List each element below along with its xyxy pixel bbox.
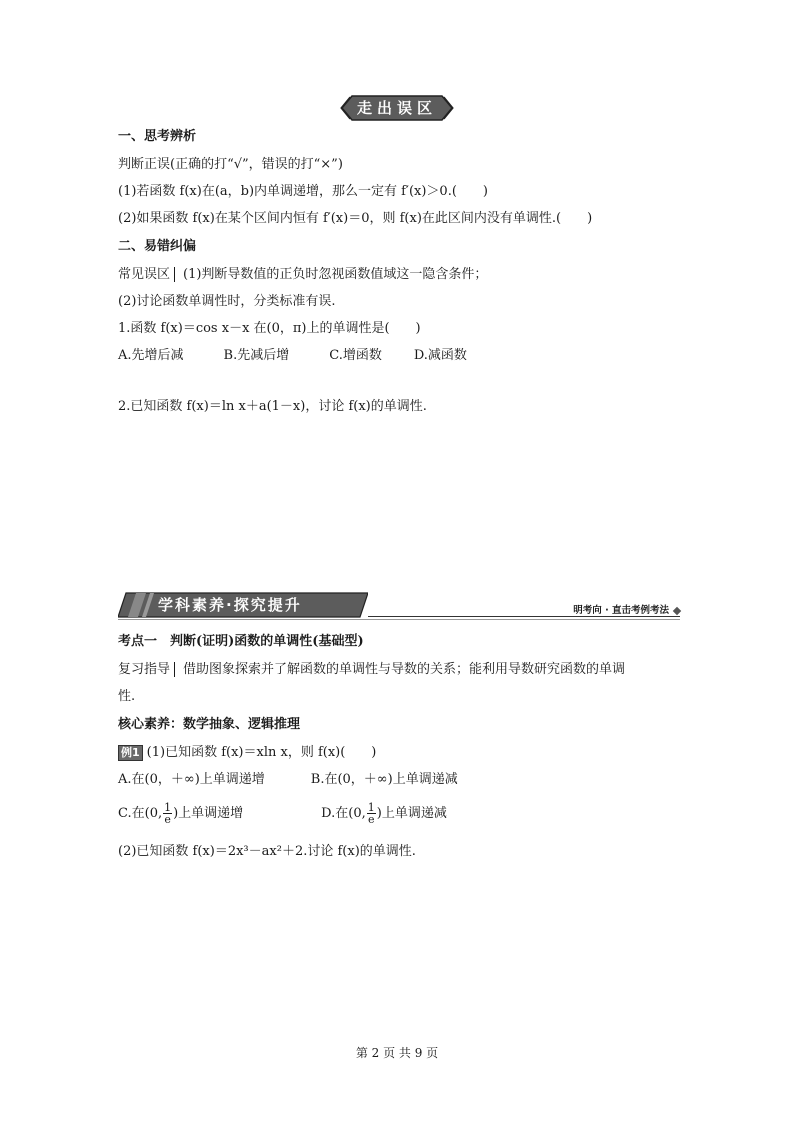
banner-aside xyxy=(573,602,680,616)
option-b: B.在(0，＋∞)上单调递减 xyxy=(310,772,458,787)
core-literacy: 核心素养：数学抽象、逻辑推理 xyxy=(118,717,301,732)
example-1-text: (1)已知函数 f(x)＝xln x，则 f(x)( ) xyxy=(146,745,377,760)
banner-title: 走出误区 xyxy=(356,99,437,117)
banner-title: 学科素养·探究提升 xyxy=(158,596,302,614)
option-c: C.增函数 xyxy=(329,348,382,363)
question-1: (1)若函数 f(x)在(a，b)内单调递增，那么一定有 f′(x)＞0.( ) xyxy=(118,184,488,199)
diamond-icon xyxy=(673,606,681,614)
note-label: 常见误区 xyxy=(118,267,171,282)
topic-heading: 考点一 判断(证明)函数的单调性(基础型) xyxy=(118,634,364,649)
aside-text: 明考向 · 直击考例考法 xyxy=(573,605,669,616)
page-footer: 第 2 页 共 9 页 xyxy=(355,1046,439,1060)
example-1-options-ab xyxy=(118,771,458,789)
example-1-question xyxy=(118,744,376,762)
example-2-question: (2)已知函数 f(x)＝2x³－ax²＋2.讨论 f(x)的单调性. xyxy=(118,844,416,859)
example-badge: 例1 xyxy=(118,745,143,761)
section-banner-mistakes xyxy=(338,94,456,122)
frac-den: e xyxy=(367,813,375,826)
review-guide-line1 xyxy=(118,661,625,679)
guide-label: 复习指导 xyxy=(118,662,171,677)
option-d: D.减函数 xyxy=(413,348,467,363)
option-b: B.先减后增 xyxy=(223,348,290,363)
example-1-options-cd xyxy=(118,802,447,825)
common-mistakes-line1 xyxy=(118,266,487,284)
note-line1: (1)判断导数值的正负时忽视函数值域这一隐含条件； xyxy=(183,267,488,282)
option-d-pre: D.在(0, xyxy=(321,806,366,821)
divider-line xyxy=(368,616,680,617)
option-c-post: )上单调递增 xyxy=(173,806,244,821)
frac-num: 1 xyxy=(164,801,172,814)
frac-num: 1 xyxy=(367,801,375,814)
practice-1-question: 1.函数 f(x)＝cos x－x 在(0，π)上的单调性是( ) xyxy=(118,321,421,336)
option-d-post: )上单调递减 xyxy=(376,806,447,821)
option-c-pre: C.在(0, xyxy=(118,806,163,821)
option-a: A.在(0，＋∞)上单调递增 xyxy=(118,772,265,787)
review-guide-line2: 性. xyxy=(118,689,136,704)
common-mistakes-line2: (2)讨论函数单调性时，分类标准有误. xyxy=(118,294,336,309)
section-heading-errors: 二、易错纠偏 xyxy=(118,239,197,254)
section-heading-analysis: 一、思考辨析 xyxy=(118,129,197,144)
instruction-text: 判断正误(正确的打“√”，错误的打“×”) xyxy=(118,157,343,172)
frac-den: e xyxy=(164,813,171,826)
practice-1-options xyxy=(118,347,467,365)
question-2: (2)如果函数 f(x)在某个区间内恒有 f′(x)＝0，则 f(x)在此区间内没有单调性.( ) xyxy=(118,211,593,226)
fraction-1-over-e xyxy=(163,802,172,825)
option-a: A.先增后减 xyxy=(118,348,184,363)
divider-line-thin xyxy=(118,619,680,620)
practice-2-question: 2.已知函数 f(x)＝ln x＋a(1－x)，讨论 f(x)的单调性. xyxy=(118,399,427,414)
guide-text: 借助图象探索并了解函数的单调性与导数的关系；能利用导数研究函数的单调 xyxy=(183,662,626,677)
section-banner-literacy xyxy=(118,591,368,619)
fraction-1-over-e xyxy=(367,802,376,825)
